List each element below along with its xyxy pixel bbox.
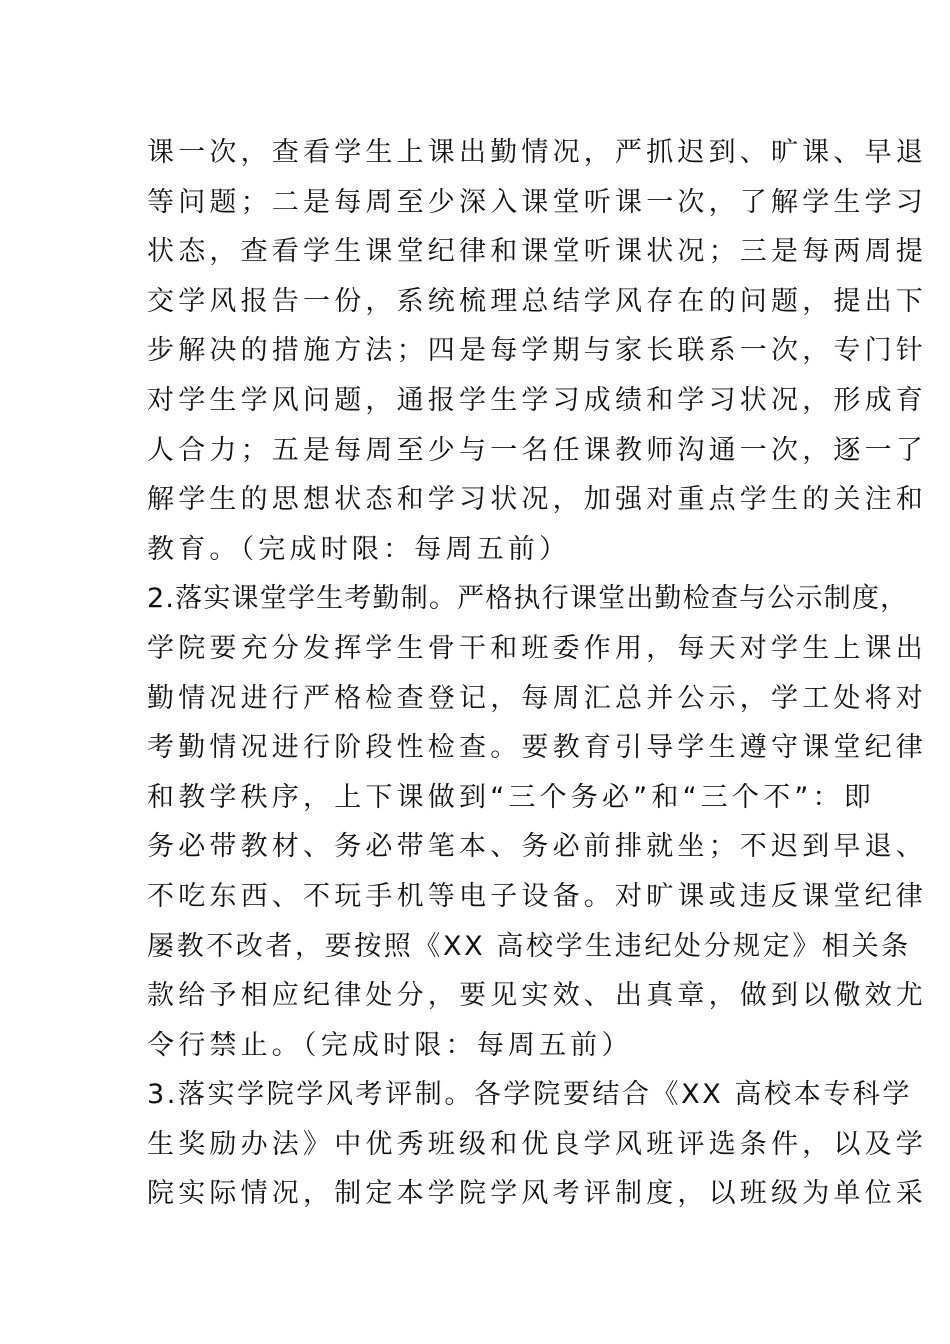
text-line: 课一次，查看学生上课出勤情况，严抓迟到、旷课、早退 (147, 137, 927, 168)
text-line: 交学风报告一份，系统梳理总结学风存在的问题，提出下 (147, 285, 927, 317)
text-line: 院实际情况，制定本学院学风考评制度，以班级为单位采 (147, 1178, 927, 1210)
text-line: 对学生学风问题，通报学生学习成绩和学习状况，形成育 (147, 384, 927, 416)
text-line: 步解决的措施方法；四是每学期与家长联系一次，专门针 (147, 335, 927, 367)
text-line: 教育。（完成时限：每周五前） (147, 533, 571, 565)
text-line: 解学生的思想状态和学习状况，加强对重点学生的关注和 (147, 484, 927, 516)
text-line: 人合力；五是每周至少与一名任课教师沟通一次，逐一了 (147, 434, 927, 466)
text-line: 款给予相应纪律处分，要见实效、出真章，做到以儆效尤 (147, 980, 927, 1012)
text-line: 令行禁止。（完成时限：每周五前） (147, 1029, 633, 1061)
text-line: 和教学秩序，上下课做到“三个务必”和“三个不”：即 (147, 781, 875, 813)
text-line: 学院要充分发挥学生骨干和班委作用，每天对学生上课出 (147, 632, 927, 664)
text-line: 考勤情况进行阶段性检查。要教育引导学生遵守课堂纪律 (147, 732, 927, 764)
text-line: 生奖励办法》中优秀班级和优良学风班评选条件，以及学 (147, 1128, 927, 1160)
body-text (147, 128, 927, 1219)
text-line: 屡教不改者，要按照《XX 高校学生违纪处分规定》相关条 (147, 930, 911, 962)
text-line: 勤情况进行严格检查登记，每周汇总并公示，学工处将对 (147, 682, 927, 714)
text-line: 不吃东西、不玩手机等电子设备。对旷课或违反课堂纪律 (147, 880, 927, 912)
text-line: 状态，查看学生课堂纪律和课堂听课状况；三是每两周提 (147, 236, 927, 268)
text-line: 务必带教材、务必带笔本、务必前排就坐；不迟到早退、 (147, 831, 927, 863)
item-2-heading-line: 2.落实课堂学生考勤制。严格执行课堂出勤检查与公示制度， (147, 583, 909, 615)
item-3-heading-line: 3.落实学院学风考评制。各学院要结合《XX 高校本专科学 (147, 1079, 913, 1111)
text-line: 等问题；二是每周至少深入课堂听课一次，了解学生学习 (147, 186, 927, 218)
